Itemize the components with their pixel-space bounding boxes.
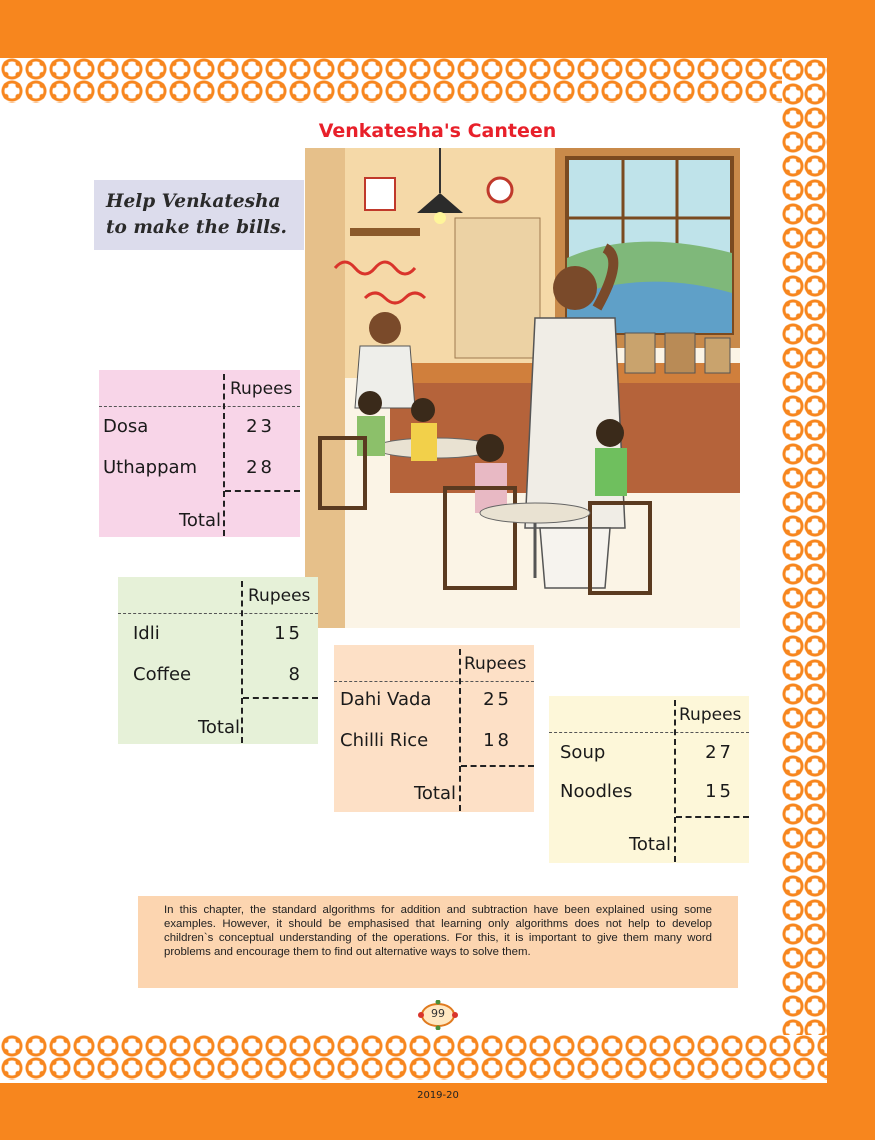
bill-item-value: 23 [246, 416, 275, 437]
bill-total-label: Total [413, 783, 456, 804]
bill-divider [459, 649, 461, 811]
bill-item-value: 27 [705, 742, 734, 763]
bill-item-name: Coffee [133, 664, 192, 685]
bill-item-name: Chilli Rice [340, 730, 429, 751]
help-text: Help Venkatesha to make the bills. [106, 191, 287, 238]
bill-item-name: Dosa [103, 416, 149, 437]
bill-header: Rupees [679, 705, 742, 725]
bill-item-name: Uthappam [103, 457, 198, 478]
bill-header: Rupees [230, 379, 293, 399]
footer-year: 2019-20 [417, 1090, 459, 1101]
decorative-border-right [782, 58, 827, 1080]
help-box [94, 180, 304, 250]
bill-header: Rupees [248, 586, 311, 606]
bill-total-label: Total [197, 717, 240, 738]
bill-item-name: Soup [560, 742, 606, 763]
canteen-illustration [305, 148, 740, 628]
bill-sum-rule [676, 816, 749, 818]
page-number-badge [418, 1000, 458, 1030]
decorative-border-bottom [0, 1035, 827, 1080]
decorative-border-top [0, 58, 827, 103]
bill-item-name: Dahi Vada [340, 689, 432, 710]
bill-sum-rule [461, 765, 534, 767]
bill-sum-rule [225, 490, 300, 492]
bill-total-label: Total [178, 510, 221, 531]
page-number: 99 [431, 1007, 445, 1020]
bill-item-value: 15 [274, 623, 303, 644]
bill-divider [674, 700, 676, 862]
bill-item-value: 25 [483, 689, 512, 710]
bill-header-rule [334, 681, 534, 682]
bill-header: Rupees [464, 654, 527, 674]
bill-header-rule [118, 613, 318, 614]
bill-header-rule [99, 406, 300, 407]
bill-soup [549, 696, 749, 863]
bill-sum-rule [243, 697, 318, 699]
bill-item-value: 15 [705, 781, 734, 802]
bill-item-name: Idli [133, 623, 160, 644]
bill-item-value: 8 [288, 664, 303, 685]
bill-dosa [99, 370, 300, 537]
teacher-note-text: In this chapter, the standard algorithms for addition and subtraction have been explained using some examples. However, it should be emphasised that learning only algorithms does not help to develop children`s conceptual understanding of the operations. For this, it is important to give them many word problems and encourage them to find out alternative ways to solve them. [164, 904, 712, 958]
bill-dahi-vada [334, 645, 534, 812]
bill-divider [223, 374, 225, 536]
bill-item-value: 28 [246, 457, 275, 478]
bill-item-value: 18 [483, 730, 512, 751]
bill-idli [118, 577, 318, 744]
page-title: Venkatesha's Canteen [318, 120, 557, 142]
bill-divider [241, 581, 243, 743]
teacher-note [138, 896, 738, 988]
bill-header-rule [549, 732, 749, 733]
bill-total-label: Total [628, 834, 671, 855]
bill-item-name: Noodles [560, 781, 633, 802]
